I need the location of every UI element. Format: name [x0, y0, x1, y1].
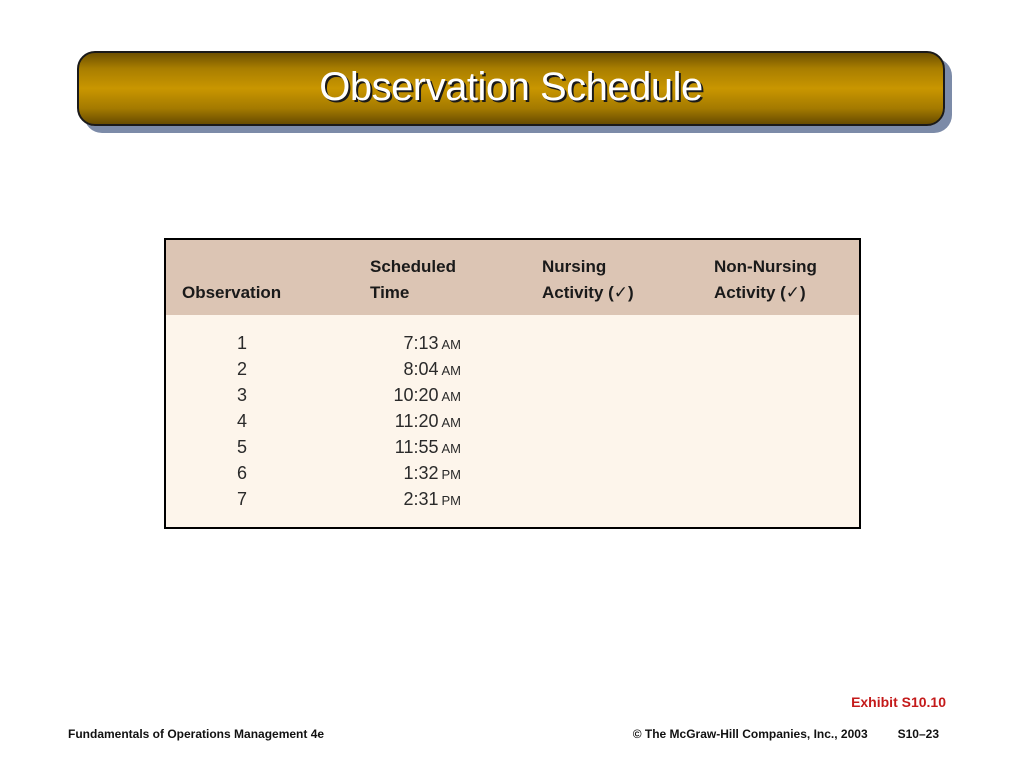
- scheduled-time: [395, 434, 461, 462]
- table-header: [166, 240, 859, 315]
- observation-number: 4: [236, 411, 247, 431]
- time-period: AM: [441, 415, 461, 430]
- observation-number: 2: [236, 359, 247, 379]
- observation-number: 1: [236, 333, 247, 353]
- observation-number: 5: [236, 437, 247, 457]
- observation-number: 6: [236, 463, 247, 483]
- header-scheduled-time-line-2: Time: [370, 283, 410, 302]
- time-period: PM: [441, 467, 461, 482]
- time-value: 11:20: [394, 411, 439, 431]
- table-row: [166, 460, 859, 486]
- scheduled-time: [403, 356, 461, 384]
- table-row: [166, 356, 859, 382]
- observation-number: 7: [236, 489, 247, 509]
- header-observation: [182, 280, 281, 306]
- header-nursing-activity: [542, 254, 634, 306]
- time-value: 8:04: [403, 359, 439, 379]
- scheduled-time: [403, 486, 461, 514]
- table-row: [166, 408, 859, 434]
- scheduled-time: [395, 408, 461, 436]
- observation-number: 3: [236, 385, 247, 405]
- time-period: AM: [441, 337, 461, 352]
- table-row: [166, 382, 859, 408]
- scheduled-time: [393, 382, 461, 410]
- header-scheduled-time: [370, 254, 456, 306]
- header-scheduled-time-line-1: Scheduled: [370, 257, 456, 276]
- title-banner: [77, 51, 945, 126]
- header-nursing-line-1: Nursing: [542, 257, 607, 276]
- time-value: 10:20: [393, 385, 439, 405]
- time-period: AM: [441, 363, 461, 378]
- table-row: [166, 330, 859, 356]
- header-non-nursing-activity: [714, 254, 817, 306]
- footer-page-number: S10–23: [897, 727, 939, 741]
- time-period: PM: [441, 493, 461, 508]
- observation-table: [164, 238, 861, 529]
- time-value: 7:13: [403, 333, 439, 353]
- header-nursing-line-2: Activity (✓): [542, 283, 634, 302]
- header-non-nursing-line-2: Activity (✓): [714, 283, 806, 302]
- slide-title: Observation Schedule: [319, 65, 703, 109]
- footer-copyright: © The McGraw-Hill Companies, Inc., 2003: [632, 727, 868, 741]
- table-body: [166, 330, 859, 512]
- scheduled-time: [403, 460, 461, 488]
- footer-right: [633, 727, 939, 741]
- time-period: AM: [441, 441, 461, 456]
- time-period: AM: [441, 389, 461, 404]
- time-value: 11:55: [394, 437, 439, 457]
- table-row: [166, 434, 859, 460]
- scheduled-time: [403, 330, 461, 358]
- table-row: [166, 486, 859, 512]
- time-value: 2:31: [403, 489, 439, 509]
- header-non-nursing-line-1: Non-Nursing: [714, 257, 817, 276]
- exhibit-label: Exhibit S10.10: [851, 694, 946, 710]
- header-observation-line: Observation: [182, 283, 282, 302]
- time-value: 1:32: [403, 463, 439, 483]
- footer-book-title: Fundamentals of Operations Management 4e: [68, 727, 325, 741]
